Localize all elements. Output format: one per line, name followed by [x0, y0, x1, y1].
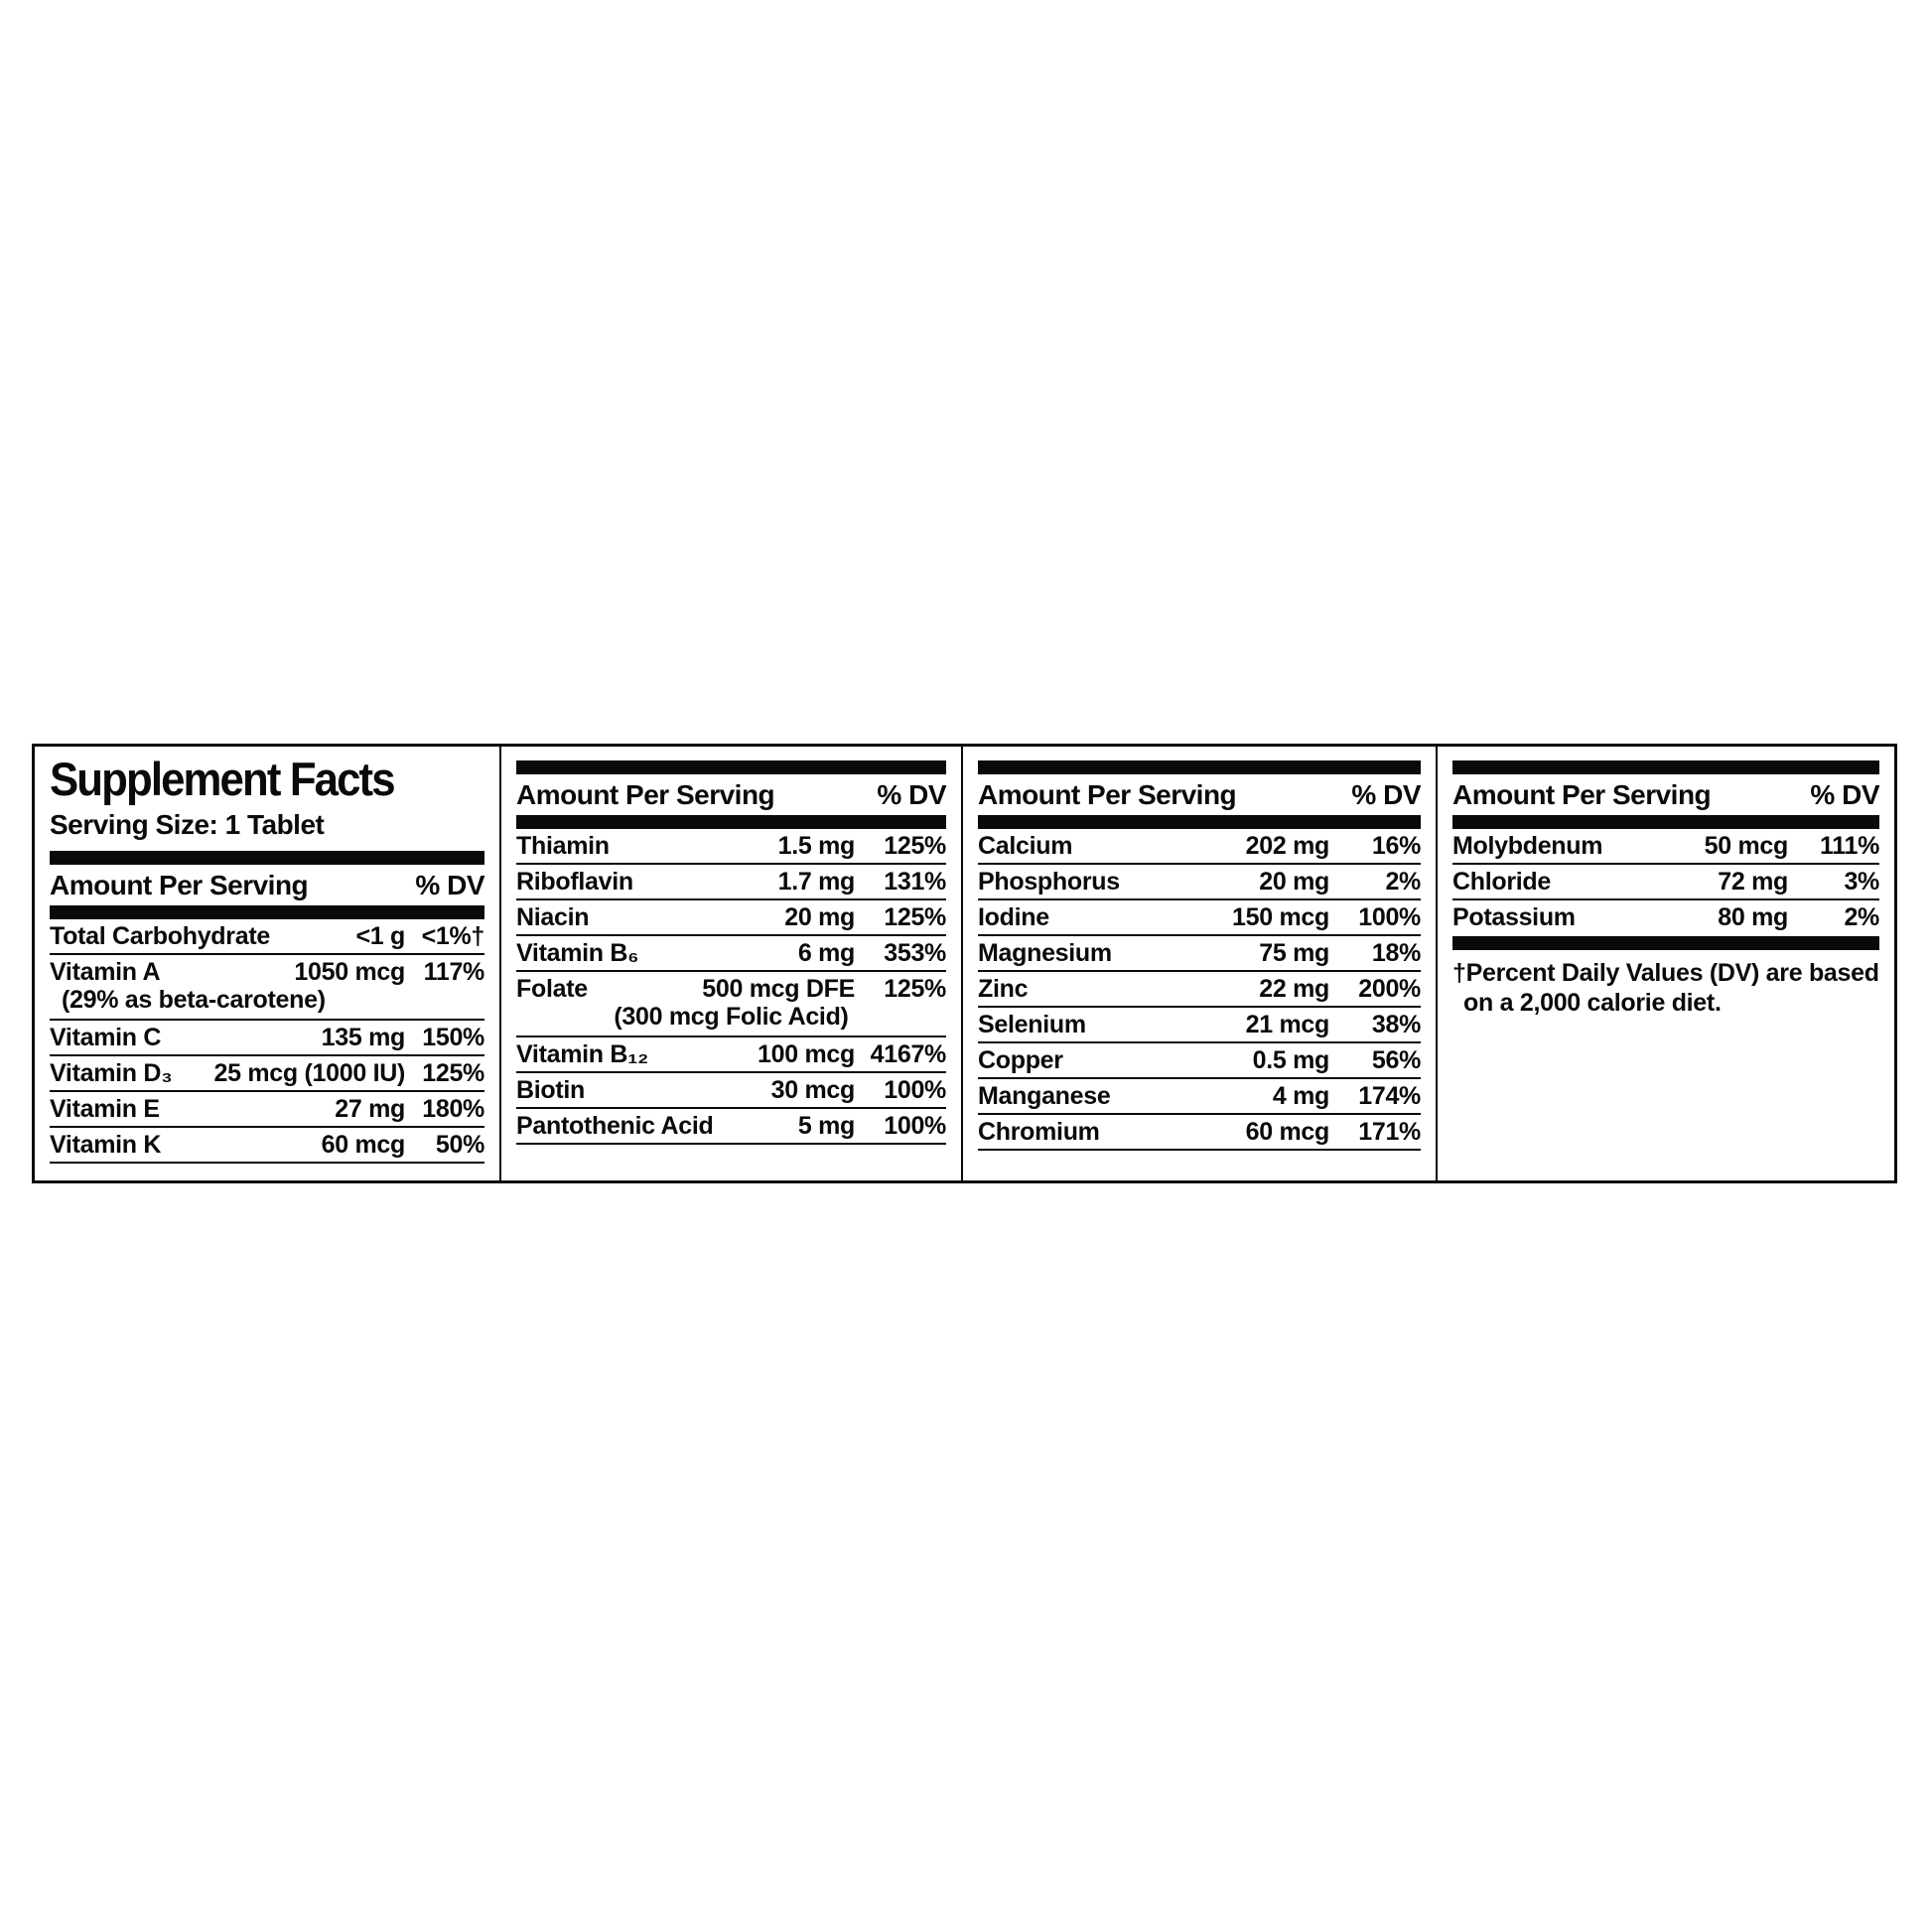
nutrient-name: Niacin [516, 903, 590, 931]
nutrient-amount: 5 mg [797, 1112, 855, 1140]
nutrient-name: Zinc [978, 975, 1029, 1003]
row-selenium [978, 1008, 1421, 1043]
nutrient-dv: 125% [884, 903, 946, 931]
divider-bar [516, 760, 946, 774]
nutrient-name: Selenium [978, 1011, 1086, 1038]
nutrient-name: Thiamin [516, 832, 610, 860]
header-dv-label: % DV [1810, 779, 1879, 810]
nutrient-name: Copper [978, 1046, 1063, 1074]
nutrient-amount: 60 mcg [321, 1131, 405, 1159]
nutrient-name: Chromium [978, 1118, 1100, 1146]
column-trace-minerals [1436, 747, 1894, 1180]
nutrient-name: Vitamin A [50, 958, 161, 986]
nutrient-amount: 150 mcg [1232, 903, 1329, 931]
divider-bar [1452, 760, 1879, 774]
nutrient-name: Riboflavin [516, 868, 633, 896]
nutrient-name: Phosphorus [978, 868, 1120, 896]
nutrient-dv: 16% [1371, 832, 1421, 860]
nutrient-amount: 1.7 mg [777, 868, 855, 896]
nutrient-amount: 25 mcg (1000 IU) [213, 1059, 405, 1087]
row-thiamin [516, 829, 946, 865]
row-chromium [978, 1115, 1421, 1151]
nutrient-name: Total Carbohydrate [50, 922, 270, 950]
nutrient-note: (300 mcg Folic Acid) [614, 1003, 849, 1031]
nutrient-name: Molybdenum [1452, 832, 1603, 860]
row-biotin [516, 1073, 946, 1109]
header-amount-label: Amount Per Serving [50, 870, 309, 900]
row-manganese [978, 1079, 1421, 1115]
nutrient-amount: 20 mg [784, 903, 855, 931]
column-header [50, 865, 484, 900]
column-main-vitamins [35, 747, 499, 1180]
row-molybdenum [1452, 829, 1879, 865]
nutrient-dv: 38% [1371, 1011, 1421, 1038]
nutrient-name: Iodine [978, 903, 1049, 931]
row-zinc [978, 972, 1421, 1008]
row-phosphorus [978, 865, 1421, 900]
row-vitamin-b12 [516, 1037, 946, 1073]
nutrient-dv: 2% [1844, 903, 1879, 931]
nutrient-amount: 27 mg [335, 1095, 405, 1123]
serving-size: Serving Size: 1 Tablet [50, 809, 325, 840]
nutrient-dv: 18% [1371, 939, 1421, 967]
nutrient-name: Potassium [1452, 903, 1576, 931]
nutrient-dv: 200% [1358, 975, 1421, 1003]
row-riboflavin [516, 865, 946, 900]
row-folate [516, 972, 946, 1037]
nutrient-dv: 117% [423, 958, 484, 986]
nutrient-name: Vitamin B₆ [516, 939, 639, 967]
nutrient-dv: 131% [884, 868, 946, 896]
nutrient-amount: 72 mg [1718, 868, 1788, 896]
nutrient-name: Magnesium [978, 939, 1112, 967]
nutrient-name: Vitamin K [50, 1131, 162, 1159]
nutrient-dv: 353% [884, 939, 946, 967]
column-header [1452, 774, 1879, 810]
nutrient-amount: 20 mg [1259, 868, 1329, 896]
divider-bar [1452, 815, 1879, 829]
row-calcium [978, 829, 1421, 865]
nutrient-name: Vitamin B₁₂ [516, 1040, 648, 1068]
nutrient-amount: 202 mg [1245, 832, 1329, 860]
row-chloride [1452, 865, 1879, 900]
nutrient-dv: <1%† [421, 922, 484, 950]
nutrient-dv: 150% [422, 1024, 484, 1051]
nutrient-dv: 180% [422, 1095, 484, 1123]
nutrient-amount: 60 mcg [1245, 1118, 1329, 1146]
divider-bar [978, 815, 1421, 829]
nutrient-dv: 3% [1844, 868, 1879, 896]
nutrient-dv: 125% [422, 1059, 484, 1087]
row-niacin [516, 900, 946, 936]
row-vitamin-c [50, 1021, 484, 1056]
row-vitamin-a [50, 955, 484, 1021]
header-amount-label: Amount Per Serving [1452, 779, 1712, 810]
row-vitamin-k [50, 1128, 484, 1164]
nutrient-amount: 1050 mcg [294, 958, 405, 986]
nutrient-name: Vitamin C [50, 1024, 162, 1051]
divider-bar [1452, 936, 1879, 950]
nutrient-name: Biotin [516, 1076, 586, 1104]
dv-footnote: †Percent Daily Values (DV) are based on a 2,000 calorie diet. [1452, 959, 1879, 1017]
nutrient-amount: 1.5 mg [777, 832, 855, 860]
header-dv-label: % DV [877, 779, 946, 810]
nutrient-dv: 174% [1358, 1082, 1421, 1110]
row-potassium [1452, 900, 1879, 934]
nutrient-amount: 21 mcg [1245, 1011, 1329, 1038]
nutrient-name: Calcium [978, 832, 1073, 860]
nutrient-dv: 56% [1371, 1046, 1421, 1074]
nutrient-amount: 22 mg [1259, 975, 1329, 1003]
nutrient-amount: 50 mcg [1704, 832, 1788, 860]
nutrient-amount: 80 mg [1718, 903, 1788, 931]
row-iodine [978, 900, 1421, 936]
row-vitamin-e [50, 1092, 484, 1128]
nutrient-name: Vitamin D₃ [50, 1059, 173, 1087]
nutrient-amount: 100 mcg [758, 1040, 855, 1068]
nutrient-amount: 4 mg [1272, 1082, 1329, 1110]
nutrient-dv: 100% [884, 1112, 946, 1140]
row-magnesium [978, 936, 1421, 972]
divider-bar [50, 851, 484, 865]
header-dv-label: % DV [1351, 779, 1421, 810]
row-pantothenic-acid [516, 1109, 946, 1145]
nutrient-amount: 75 mg [1259, 939, 1329, 967]
row-vitamin-d3 [50, 1056, 484, 1092]
nutrient-note: (29% as beta-carotene) [62, 986, 326, 1014]
nutrient-dv: 100% [884, 1076, 946, 1104]
nutrient-dv: 125% [884, 832, 946, 860]
nutrient-dv: 2% [1385, 868, 1421, 896]
nutrient-amount: 30 mcg [770, 1076, 855, 1104]
divider-bar [978, 760, 1421, 774]
row-vitamin-b6 [516, 936, 946, 972]
nutrient-dv: 100% [1358, 903, 1421, 931]
header-dv-label: % DV [415, 870, 484, 900]
nutrient-name: Chloride [1452, 868, 1551, 896]
row-total-carbohydrate [50, 919, 484, 955]
nutrient-amount: <1 g [355, 922, 405, 950]
header-amount-label: Amount Per Serving [978, 779, 1237, 810]
nutrient-amount: 500 mcg DFE [702, 975, 855, 1003]
supplement-facts-label [32, 744, 1897, 1183]
column-b-vitamins [499, 747, 961, 1180]
nutrient-name: Manganese [978, 1082, 1111, 1110]
nutrient-dv: 50% [435, 1131, 484, 1159]
label-title: Supplement Facts [50, 753, 394, 805]
column-minerals [961, 747, 1436, 1180]
nutrient-name: Folate [516, 975, 588, 1003]
nutrient-name: Pantothenic Acid [516, 1112, 714, 1140]
header-amount-label: Amount Per Serving [516, 779, 775, 810]
nutrient-dv: 171% [1358, 1118, 1421, 1146]
divider-bar [516, 815, 946, 829]
nutrient-amount: 135 mg [321, 1024, 405, 1051]
nutrient-dv: 4167% [870, 1040, 946, 1068]
nutrient-amount: 6 mg [797, 939, 855, 967]
nutrient-name: Vitamin E [50, 1095, 160, 1123]
nutrient-amount: 0.5 mg [1252, 1046, 1329, 1074]
column-header [516, 774, 946, 810]
row-copper [978, 1043, 1421, 1079]
divider-bar [50, 905, 484, 919]
nutrient-dv: 125% [884, 975, 946, 1003]
nutrient-dv: 111% [1820, 832, 1879, 860]
column-header [978, 774, 1421, 810]
